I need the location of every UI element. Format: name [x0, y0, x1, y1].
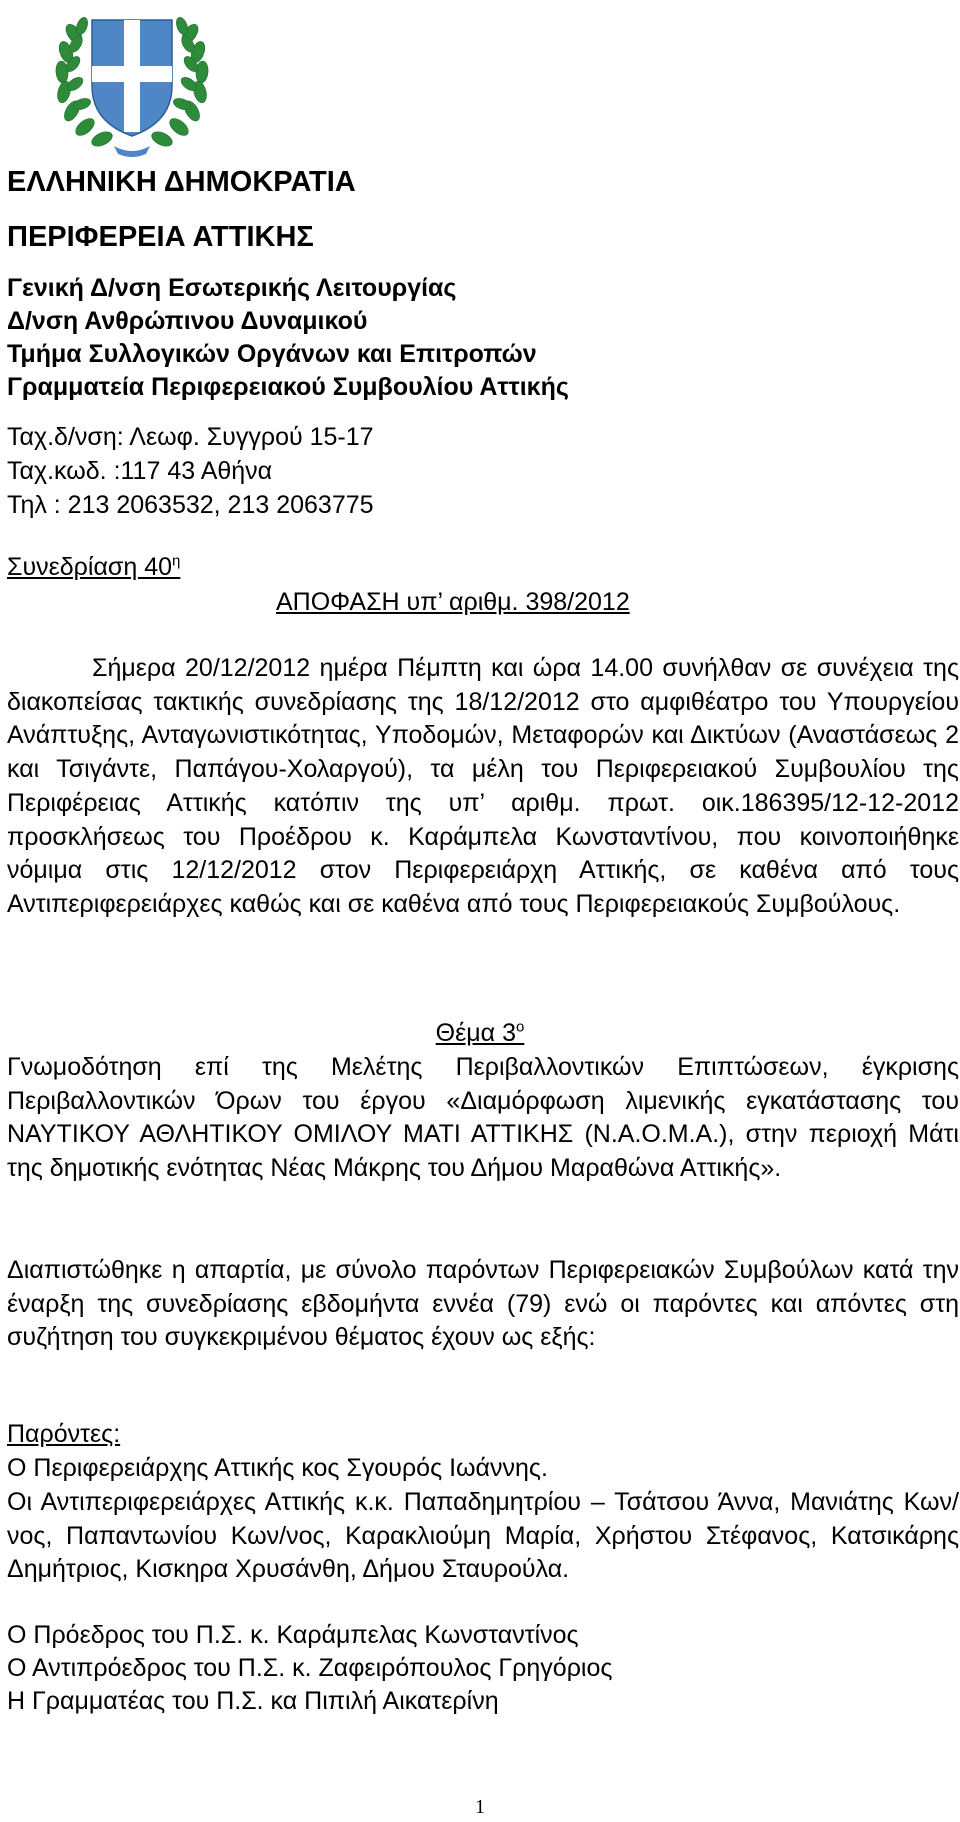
- present-heading: Παρόντες:: [7, 1420, 121, 1448]
- topic-paragraph: Γνωμοδότηση επί της Μελέτης Περιβαλλοντικών Επιπτώσεων, έγκρισης Περιβαλλοντικών Όρων του έργου «Διαμόρφωση λιμενικής εγκατάστασης του ΝΑΥΤΙΚΟΥ ΑΘΛΗΤΙΚΟΥ ΟΜΙΛΟΥ ΜΑΤΙ ΑΤΤΙΚΗΣ (Ν.Α.Ο.Μ.Α.), στην περιοχή Μάτι της δημοτικής ενότητας Νέας Μάκρης του Δήμου Μαραθώνα Αττικής».: [7, 1053, 959, 1183]
- intro-paragraph: Σήμερα 20/12/2012 ημέρα Πέμπτη και ώρα 14.00 συνήλθαν σε συνέχεια της διακοπείσας τακτικής συνεδρίασης της 18/12/2012 στο αμφιθέατρο του Υπουργείου Ανάπτυξης, Ανταγωνιστικότητας, Υποδομών, Μεταφορών και Δικτύων (Αναστάσεως 2 και Τσιγάντε, Παπάγου-Χολαργού), τα μέλη του Περιφερειακού Συμβουλίου της Περιφέρειας Αττικής κατόπιν της υπ’ αριθμ. πρωτ. οικ.186395/12-12-2012 προσκλήσεως του Προέδρου κ. Καράμπελα Κωνσταντίνου, που κοινοποιήθηκε νόμιμα στις 12/12/2012 στον Περιφερειάρχη Αττικής, σε καθένα από τους Αντιπεριφερειάρχες καθώς και σε καθένα από τους Περιφερειακούς Συμβούλους.: [7, 654, 959, 918]
- session-number: Συνεδρίαση $40^\eta$: [7, 552, 181, 581]
- department-line: Γενική Δ/νση Εσωτερικής Λειτουργίας: [7, 274, 457, 302]
- address-line: Ταχ.δ/νση: Λεωφ. Συγγρού 15-17: [7, 423, 374, 451]
- address-line: Ταχ.κωδ. :117 43 Αθήνα: [7, 457, 273, 485]
- phone-line: Τηλ : 213 2063532, 213 2063775: [7, 491, 374, 519]
- department-line: Δ/νση Ανθρώπινου Δυναμικού: [7, 307, 368, 335]
- deputies-paragraph: Οι Αντιπεριφερειάρχες Αττικής κ.κ. Παπαδημητρίου – Τσάτσου Άννα, Μανιάτης Κων/νος, Παπαντωνίου Κων/νος, Καρακλιούμη Μαρία, Χρήστου Στέφανος, Κατσικάρης Δημήτριος, Κισκηρα Χρυσάνθη, Δήμου Σταυρούλα.: [7, 1488, 959, 1584]
- page-number: 1: [475, 1796, 485, 1818]
- governor-line: Ο Περιφερειάρχης Αττικής κος Σγουρός Ιωάννης.: [7, 1454, 548, 1482]
- vice-president-line: Ο Αντιπρόεδρος του Π.Σ. κ. Ζαφειρόπουλος Γρηγόριος: [7, 1654, 613, 1682]
- region-heading: ΠΕΡΙΦΕΡΕΙΑ ΑΤΤΙΚΗΣ: [7, 221, 314, 253]
- department-line: Γραμματεία Περιφερειακού Συμβουλίου Αττικής: [7, 373, 569, 401]
- topic-title: Θέμα $3^o$: [435, 1018, 525, 1047]
- quorum-paragraph: Διαπιστώθηκε η απαρτία, με σύνολο παρόντων Περιφερειακών Συμβούλων κατά την έναρξη της συνεδρίασης εβδομήντα εννέα (79) ενώ οι παρόντες και απόντες στη συζήτηση του συγκεκριμένου θέματος έχουν ως εξής:: [7, 1256, 959, 1352]
- president-line: Ο Πρόεδρος του Π.Σ. κ. Καράμπελας Κωνσταντίνος: [7, 1621, 579, 1649]
- country-heading: ΕΛΛΗΝΙΚΗ ΔΗΜΟΚΡΑΤΙΑ: [7, 166, 356, 198]
- greek-emblem-icon: [52, 4, 212, 160]
- decision-number: ΑΠΟΦΑΣΗ υπ’ αριθμ. 398/2012: [276, 588, 630, 616]
- secretary-line: Η Γραμματέας του Π.Σ. κα Πιπιλή Αικατερίνη: [7, 1687, 499, 1715]
- department-line: Τμήμα Συλλογικών Οργάνων και Επιτροπών: [7, 340, 537, 368]
